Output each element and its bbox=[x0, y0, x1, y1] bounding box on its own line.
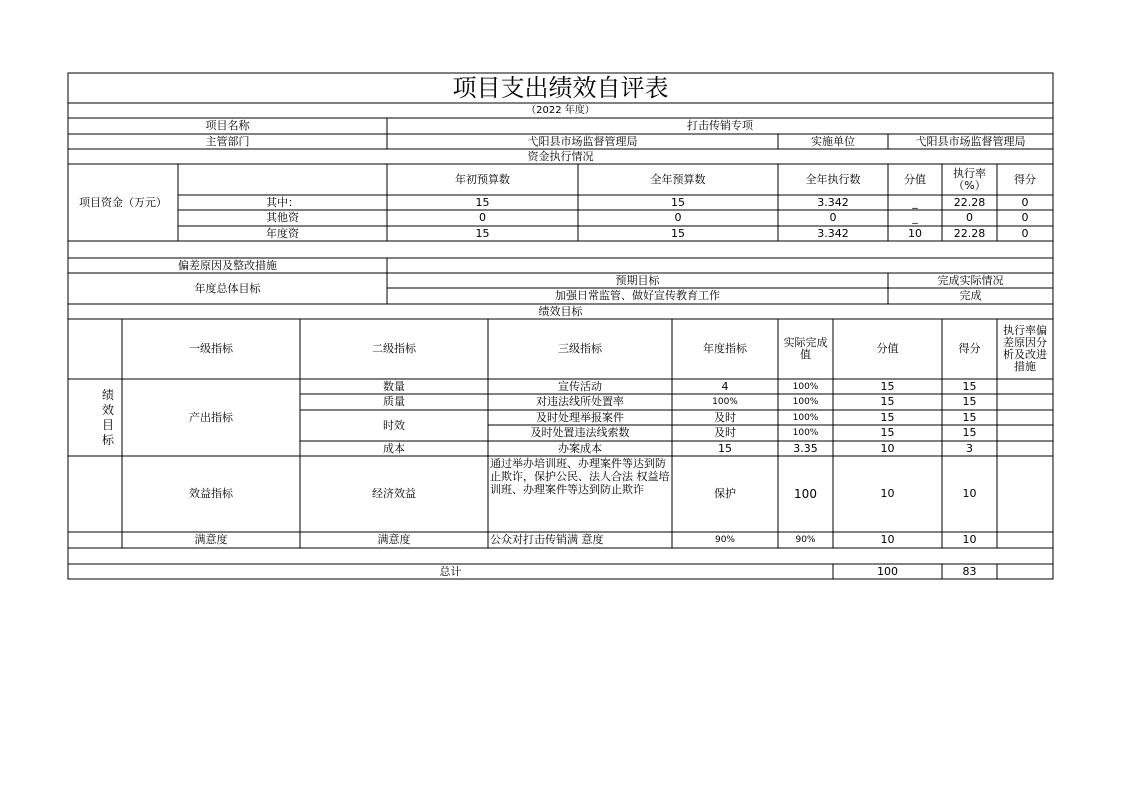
page-title: 项目支出绩效自评表 bbox=[452, 74, 669, 102]
satisfaction-score: 10 bbox=[962, 533, 977, 546]
funds-header-score: 得分 bbox=[1014, 172, 1036, 186]
funds-cell: 22.28 bbox=[953, 195, 986, 209]
expected-label: 预期目标 bbox=[615, 273, 660, 287]
dept-label: 主管部门 bbox=[205, 134, 250, 148]
goal-label: 年度总体目标 bbox=[194, 281, 261, 295]
year-label: （2022 年度） bbox=[526, 104, 595, 116]
output-target: 4 bbox=[721, 379, 729, 393]
benefit-target: 保护 bbox=[714, 487, 736, 500]
impl-label: 实施单位 bbox=[811, 134, 855, 148]
perf-header-lvl1: 一级指标 bbox=[189, 342, 233, 355]
output-score: 15 bbox=[962, 395, 977, 408]
funds-section-title: 资金执行情况 bbox=[527, 149, 594, 163]
funds-cell: 0 bbox=[1021, 211, 1029, 224]
output-lvl2: 成本 bbox=[383, 441, 405, 455]
funds-cell: 0 bbox=[674, 211, 682, 224]
perf-side-label: 绩效目标 bbox=[101, 387, 114, 447]
output-actual: 100% bbox=[792, 412, 819, 423]
total-score: 83 bbox=[962, 564, 977, 578]
output-score: 15 bbox=[962, 410, 977, 424]
output-lvl3: 及时处置违法线索数 bbox=[530, 426, 630, 439]
output-lvl2: 质量 bbox=[383, 395, 405, 408]
funds-cell: 0 bbox=[1021, 195, 1029, 209]
satisfaction-target: 90% bbox=[714, 535, 735, 545]
output-weight: 15 bbox=[880, 395, 895, 408]
output-weight: 15 bbox=[880, 379, 895, 393]
perf-header-note: 执行率偏差原因分析及改进措施 bbox=[1003, 324, 1047, 373]
output-target: 及时 bbox=[714, 426, 736, 439]
funds-cell: 3.342 bbox=[817, 195, 849, 209]
satisfaction-lvl1: 满意度 bbox=[194, 533, 228, 546]
perf-header-actual: 实际完成值 bbox=[783, 336, 828, 361]
actual-label: 完成实际情况 bbox=[937, 273, 1004, 287]
funds-cell: 22.28 bbox=[953, 226, 986, 240]
output-target: 及时 bbox=[714, 410, 736, 424]
funds-cell: 10 bbox=[908, 226, 922, 240]
satisfaction-weight: 10 bbox=[880, 533, 895, 546]
funds-header-weight: 分值 bbox=[904, 172, 926, 186]
output-actual: 3.35 bbox=[793, 441, 818, 455]
funds-header-executed: 全年执行数 bbox=[805, 172, 861, 186]
expected-value: 加强日常监管、做好宣传教育工作 bbox=[555, 289, 720, 302]
funds-row-label: 其中： bbox=[266, 195, 299, 209]
benefit-score: 10 bbox=[962, 487, 977, 500]
output-lvl2: 时效 bbox=[383, 418, 405, 432]
funds-header-initial: 年初预算数 bbox=[455, 172, 510, 186]
funds-cell: 15 bbox=[475, 195, 490, 209]
funds-cell: 3.342 bbox=[817, 226, 849, 240]
perf-header-weight: 分值 bbox=[876, 342, 899, 355]
output-actual: 100% bbox=[792, 397, 819, 407]
project-name-label: 项目名称 bbox=[205, 119, 250, 132]
benefit-lvl3: 通过举办培训班、办理案件等达到防止欺诈，保护公民、法人合法 权益培训班、办理案件等达到防止欺诈 bbox=[490, 457, 670, 496]
impl-value: 弋阳县市场监督管理局 bbox=[915, 134, 1026, 148]
output-actual: 100% bbox=[792, 428, 819, 438]
benefit-weight: 10 bbox=[880, 487, 895, 500]
funds-cell: 0 bbox=[479, 211, 486, 224]
output-score: 15 bbox=[962, 379, 977, 393]
funds-row-label: 其他资 bbox=[266, 211, 299, 224]
output-target: 100% bbox=[712, 397, 738, 407]
funds-header-rate: 执行率（%） bbox=[953, 166, 986, 192]
perf-header-lvl3: 三级指标 bbox=[558, 342, 602, 355]
output-weight: 15 bbox=[880, 410, 895, 424]
satisfaction-lvl3: 公众对打击传销满 意度 bbox=[490, 533, 604, 546]
actual-value: 完成 bbox=[959, 289, 982, 302]
output-lvl3: 宣传活动 bbox=[558, 379, 602, 393]
output-lvl2: 数量 bbox=[383, 379, 405, 393]
perf-header-target: 年度指标 bbox=[703, 342, 747, 355]
funds-cell: 15 bbox=[671, 226, 685, 240]
project-name-value: 打击传销专项 bbox=[687, 119, 753, 132]
benefit-actual: 100 bbox=[794, 487, 817, 501]
output-target: 15 bbox=[718, 441, 732, 455]
funds-cell: 0 bbox=[1021, 226, 1029, 240]
funds-cell: 15 bbox=[671, 195, 685, 209]
funds-label: 项目资金（万元） bbox=[79, 195, 167, 209]
perf-section-title: 绩效目标 bbox=[538, 304, 583, 318]
output-label: 产出指标 bbox=[189, 410, 233, 424]
funds-header-annual: 全年预算数 bbox=[650, 172, 706, 186]
funds-cell: 0 bbox=[829, 211, 837, 224]
benefit-lvl2: 经济效益 bbox=[372, 487, 416, 500]
perf-header-lvl2: 二级指标 bbox=[372, 342, 416, 355]
total-label: 总计 bbox=[439, 564, 462, 578]
perf-header-score: 得分 bbox=[958, 342, 981, 355]
deviation-label: 偏差原因及整改措施 bbox=[178, 258, 277, 272]
funds-cell: 0 bbox=[966, 211, 973, 224]
output-lvl3: 对违法线所处置率 bbox=[536, 395, 624, 408]
output-lvl3: 及时处理举报案件 bbox=[536, 410, 624, 424]
output-actual: 100% bbox=[792, 381, 819, 392]
output-weight: 15 bbox=[880, 426, 895, 439]
dept-value: 弋阳县市场监督管理局 bbox=[527, 134, 638, 148]
satisfaction-lvl2: 满意度 bbox=[377, 533, 411, 546]
total-weight: 100 bbox=[877, 564, 898, 578]
satisfaction-actual: 90% bbox=[795, 535, 816, 545]
output-lvl3: 办案成本 bbox=[558, 441, 602, 455]
output-score: 3 bbox=[966, 441, 973, 455]
benefit-label: 效益指标 bbox=[189, 487, 233, 500]
funds-row-label: 年度资 bbox=[266, 226, 299, 240]
output-weight: 10 bbox=[880, 441, 895, 455]
funds-cell: 15 bbox=[475, 226, 490, 240]
output-score: 15 bbox=[962, 426, 977, 439]
funds-cell: _ bbox=[912, 195, 918, 209]
funds-cell: _ bbox=[912, 211, 918, 224]
